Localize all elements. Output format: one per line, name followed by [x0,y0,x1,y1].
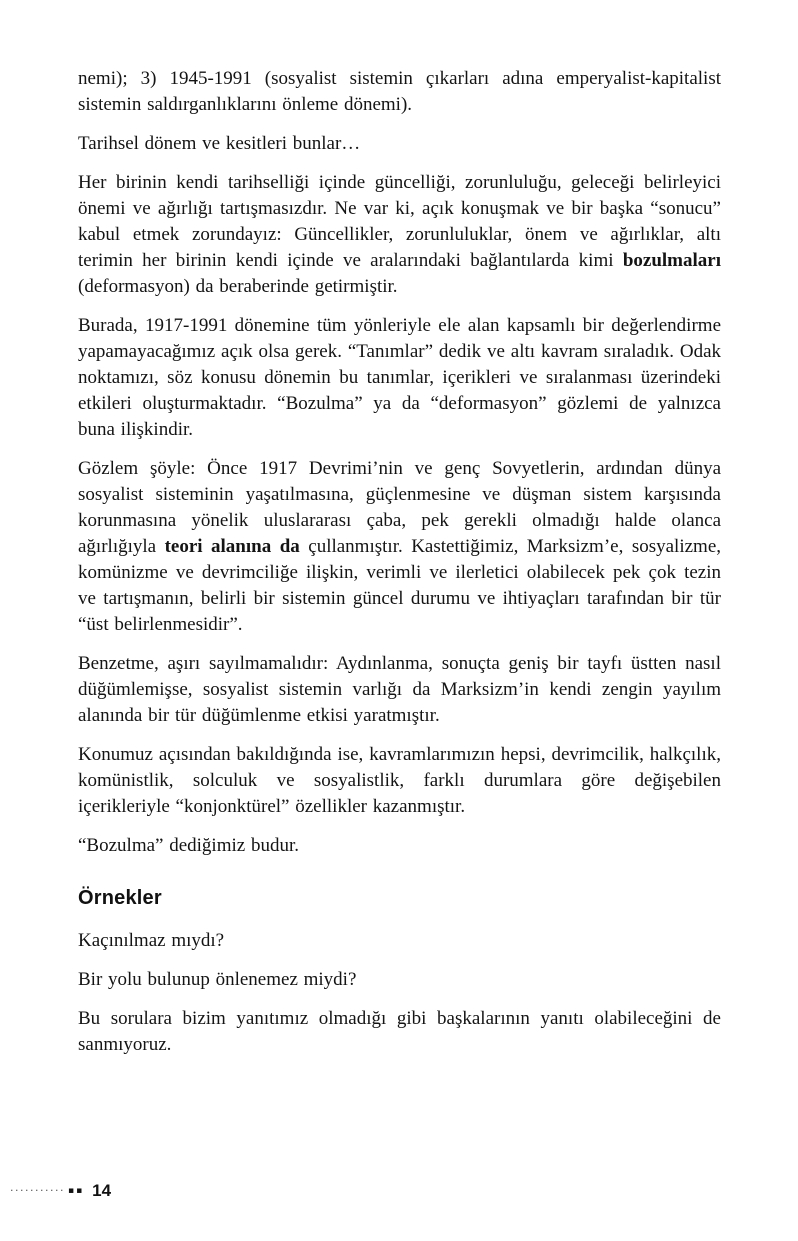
section-heading: Örnekler [78,887,162,909]
paragraph: Kaçınılmaz mıydı? [78,930,225,951]
paragraph: Burada, 1917-1991 dönemine tüm yönleriyle ele alan kapsamlı bir değerlendirme yapamayacağımız açık olsa gerek. “Tanımlar” dedik ve altı kavram sıraladık. Odak noktamızı, söz konusu dönemin bu tanımlar, içerikleri ve sıralanması üzerindeki etkileri oluşturmaktadır. “Bozulma” ya da “deformasyon” gözlemi de yalnızca buna ilişkindir. [78,315,721,440]
paragraph-text: çullanmıştır. Kastettiğimiz, Marksizm’e, sosyalizme, komünizme ve devrimciliğe ilişkin, verimli ve ilerletici olabilecek pek çok tezin ve tartışmanın, belirli bir sistemin güncel durumu ve ihtiyaçları tarafından bir tür “üst belirlenmesidir”. [78,536,722,635]
footer-dotted-line-decoration: ··········· [10,1184,65,1197]
paragraph: Tarihsel dönem ve kesitleri bunlar… [78,133,361,154]
bold-emphasis-text: bozulmaları [622,250,721,271]
paragraph [78,170,721,300]
page-footer [10,1183,111,1199]
paragraph-text: Gözlem şöyle: Önce 1917 Devrimi’nin ve genç Sovyetlerin, ardından dünya sosyalist sisteminin yaşatılmasına, güçlenmesine ve düşman sistem karşısında korunmasına yönelik uluslararası çaba, pek gerekli olmadığı halde olanca ağırlığıyla [78,458,721,557]
paragraph: Konumuz açısından bakıldığında ise, kavramlarımızın hepsi, devrimcilik, halkçılık, komünistlik, solculuk ve sosyalistlik, farklı durumlara göre değişebilen içerikleriyle “konjonktürel” özellikler kazanmıştır. [78,744,721,817]
page-content [78,66,721,1071]
paragraph: Bir yolu bulunup önlenemez miydi? [78,969,357,990]
paragraph: nemi); 3) 1945-1991 (sosyalist sistemin çıkarları adına emperyalist-kapitalist sistemin saldırganlıklarını önleme dönemi). [78,68,721,115]
footer-squares-icon: ▪▪ [67,1186,85,1196]
paragraph: “Bozulma” dediğimiz budur. [78,835,299,856]
page-number: 14 [92,1181,112,1200]
paragraph-text: Her birinin kendi tarihselliği içinde güncelliği, zorunluluğu, geleceği belirleyici önemi ve ağırlığı tartışmasızdır. Ne var ki, açık konuşmak ve bir başka “sonucu” kabul etmek zorundayız: Güncellikler, zorunluluklar, önem ve ağırlıklar, altı terimin her birinin kendi içinde ve aralarındaki bağlantılarda kimi [78,172,721,271]
bold-emphasis-text: teori alanına da [164,536,300,557]
paragraph-text: (deformasyon) da beraberinde getirmiştir. [78,276,398,297]
paragraph: Benzetme, aşırı sayılmamalıdır: Aydınlanma, sonuçta geniş bir tayfı üstten nasıl düğümlemişse, sosyalist sistemin varlığı da Marksizm’in kendi zengin yayılım alanında bir tür düğümlenme etkisi yaratmıştır. [78,653,721,726]
paragraph: Bu sorulara bizim yanıtımız olmadığı gibi başkalarının yanıtı olabileceğini de sanmıyoruz. [78,1008,721,1055]
paragraph [78,456,721,638]
